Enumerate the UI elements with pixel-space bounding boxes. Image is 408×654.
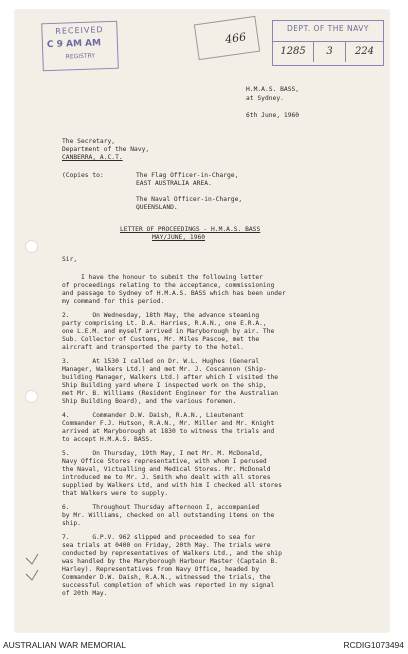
- dept-cell-2: 3: [314, 42, 346, 62]
- dept-navy-cells: [273, 41, 383, 62]
- dept-navy-stamp: [272, 20, 384, 66]
- dept-navy-title: DEPT. OF THE NAVY: [287, 24, 369, 33]
- received-stamp: [41, 21, 119, 72]
- address-line-1: The Secretary,: [62, 138, 116, 145]
- origin-location: at Sydney.: [246, 95, 284, 102]
- paragraph-5: 5. On Thursday, 19th May, I met Mr. M. McDonald, Navy Office Stores representative, with whom I perused the Naval, Victualling and Medical Stores. Mr. McDonald introduced me to Mr. J. Smith who dealt with all stores supplied by Walkers Ltd, and with him I checked all stores that Walkers were to supply.: [62, 450, 282, 497]
- copies-label: (Copies to:: [62, 172, 104, 179]
- paragraph-4: 4. Commander D.W. Daish, R.A.N., Lieutenant Commander F.J. Hutson, R.A.N., Mr. Miller and Mr. Knight arrived at Maryborough at 1830 to witness the trials and to accept H.M.A.S. BASS.: [62, 412, 275, 443]
- footer-credit: AUSTRALIAN WAR MEMORIAL: [3, 640, 126, 650]
- footer-id: RCDIG1073494: [343, 640, 404, 650]
- subject-line-1: LETTER OF PROCEEDINGS - H.M.A.S. BASS: [120, 226, 261, 233]
- reference-number: 466: [224, 30, 247, 47]
- letter-date: 6th June, 1960: [246, 112, 300, 119]
- punch-hole: [25, 240, 38, 253]
- paragraph-intro: I have the honour to submit the following letter of proceedings relating to the acceptance, commissioning and passage to Sydney of H.M.A.S. BASS which has been under my command for this period.: [62, 274, 286, 305]
- address-line-2: Department of the Navy,: [62, 146, 150, 153]
- received-stamp-date: C 9 AM AM: [46, 38, 102, 51]
- margin-tick-mark: [24, 552, 40, 586]
- subject-line-2: MAY/JUNE, 1960: [152, 234, 206, 241]
- dept-cell-3: 224: [354, 46, 375, 57]
- paragraph-7: 7. G.P.V. 962 slipped and proceeded to sea for sea trials at 0400 on Friday, 20th May. The trials were conducted by representatives of Walkers Ltd., and the ship was handled by the Maryborough Harbour Master (Captain B. Harley). Representatives from Navy Office, headed by Commander D.W. Daish, R.A.N., witnessed the trials, the successful completion of which was reported in my signal of 20th May.: [62, 534, 282, 597]
- copies-line-2: EAST AUSTRALIA AREA.: [136, 180, 212, 187]
- address-line-3: CANBERRA, A.C.T.: [62, 154, 123, 161]
- paragraph-3: 3. At 1530 I called on Dr. W.L. Hughes (General Manager, Walkers Ltd.) and met Mr. J. Coscannon (Ship- building Manager, Walkers Ltd.) after which I visited the Ship Building yard where I inspected work on the ship, met Mr. B. Williams (Resident Engineer for the Australian Ship Building Board), and the various foremen.: [62, 358, 279, 405]
- dept-cell-1: 1285: [273, 42, 314, 62]
- paragraph-6: 6. Throughout Thursday afternoon I, accompanied by Mr. Williams, checked on all outstanding items on the ship.: [62, 504, 275, 527]
- paragraph-2: 2. On Wednesday, 18th May, the advance steaming party comprising Lt. D.A. Harries, R.A.N., one E.R.A., one L.E.M. and myself arrived in Maryborough by air. The Sub. Collector of Customs, Mr. Miles Pascoe, met the aircraft and transported the party to the hotel.: [62, 312, 275, 351]
- received-stamp-registry: REGISTRY: [65, 52, 96, 61]
- received-stamp-title: RECEIVED: [55, 25, 104, 36]
- copies-line-3: The Naval Officer-in-Charge,: [136, 196, 243, 203]
- salutation: Sir,: [62, 256, 78, 263]
- punch-hole: [25, 390, 38, 403]
- copies-line-1: The Flag Officer-in-Charge,: [136, 172, 239, 179]
- origin-ship: H.M.A.S. BASS,: [246, 86, 300, 93]
- copies-line-4: QUEENSLAND.: [136, 204, 178, 211]
